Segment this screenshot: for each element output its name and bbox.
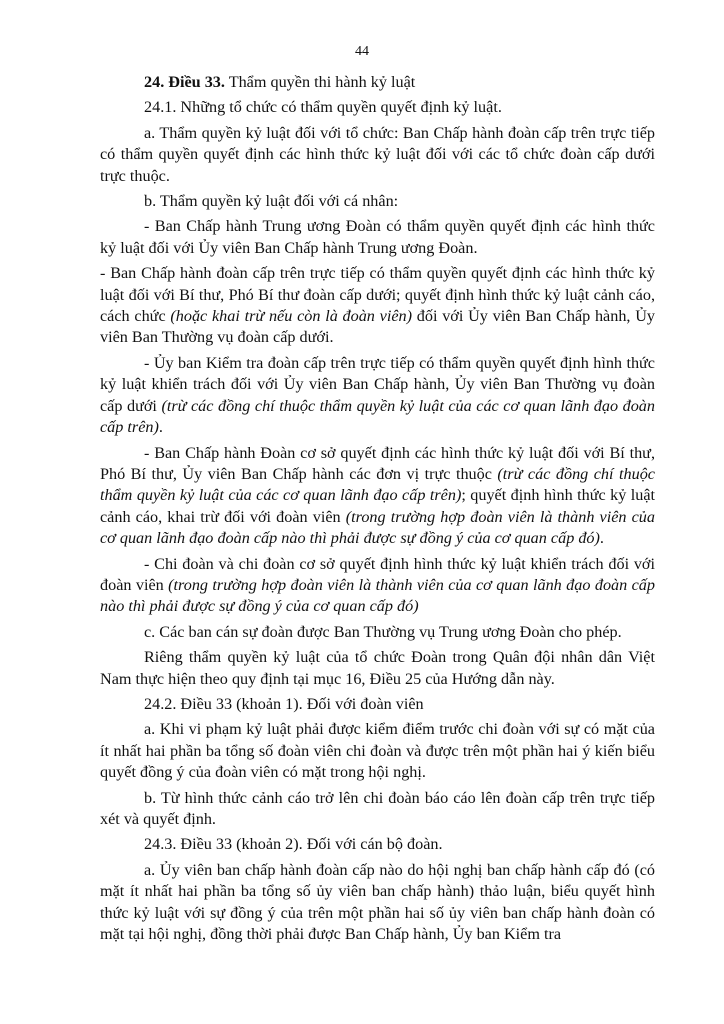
paragraph-army: Riêng thẩm quyền kỷ luật của tổ chức Đoàn trong Quân đội nhân dân Việt Nam thực hiện theo quy định tại mục 16, Điều 25 của Hướng dẫn này.: [100, 648, 655, 688]
paragraph-org-authority: a. Thẩm quyền kỷ luật đối với tổ chức: Ban Chấp hành đoàn cấp trên trực tiếp có thẩm quyền quyết định các hình thức kỷ luật đối với các tổ chức đoàn cấp dưới trực thuộc.: [100, 123, 655, 185]
item-central-committee: - Ban Chấp hành Trung ương Đoàn có thẩm quyền quyết định các hình thức kỷ luật đối với Ủy viên Ban Chấp hành Trung ương Đoàn.: [100, 217, 655, 257]
page-number: 44: [355, 44, 369, 59]
paragraph-24-3-a: a. Ủy viên ban chấp hành đoàn cấp nào do hội nghị ban chấp hành cấp đó (có mặt ít nhất hai phần ba tổng số ủy viên ban chấp hành) thảo luận, biểu quyết hình thức kỷ luật với sự đồng ý của trên một phần hai số ủy viên ban chấp hành đoàn có mặt tại hội nghị, đồng thời phải được Ban Chấp hành, Ủy ban Kiểm tra: [100, 860, 655, 944]
item-inspection-committee: - Ủy ban Kiểm tra đoàn cấp trên trực tiếp có thẩm quyền quyết định hình thức kỷ luật khiển trách đối với Ủy viên Ban Chấp hành, Ủy viên Ban Thường vụ đoàn cấp dưới (trừ các đồng chí thuộc thẩm quyền kỷ luật của các cơ quan lãnh đạo đoàn cấp trên).: [100, 353, 655, 437]
paragraph-c: c. Các ban cán sự đoàn được Ban Thường vụ Trung ương Đoàn cho phép.: [144, 622, 622, 641]
item-upper-level-committee: - Ban Chấp hành đoàn cấp trên trực tiếp có thẩm quyền quyết định các hình thức kỷ luật đối với Bí thư, Phó Bí thư đoàn cấp dưới; quyết định hình thức kỷ luật cảnh cáo, cách chức (hoặc khai trừ nếu còn là đoàn viên) đối với Ủy viên Ban Chấp hành, Ủy viên Ban Thường vụ đoàn cấp dưới.: [100, 264, 656, 347]
document-body: [100, 72, 655, 949]
paragraph-24-2-a: a. Khi vi phạm kỷ luật phải được kiểm điểm trước chi đoàn với sự có mặt của ít nhất hai phần ba tổng số đoàn viên chi đoàn và được trên một phần hai ý kiến biểu quyết đồng ý của đoàn viên có mặt trong hội nghị.: [100, 720, 655, 782]
item-grassroots-committee: - Ban Chấp hành Đoàn cơ sở quyết định các hình thức kỷ luật đối với Bí thư, Phó Bí thư, Ủy viên Ban Chấp hành các đơn vị trực thuộc (trừ các đồng chí thuộc thẩm quyền kỷ luật của các cơ quan lãnh đạo cấp trên); quyết định hình thức kỷ luật cảnh cáo, khai trừ đối với đoàn viên (trong trường hợp đoàn viên là thành viên của cơ quan lãnh đạo đoàn cấp nào thì phải được sự đồng ý của cơ quan cấp đó).: [100, 443, 656, 548]
subsection-24-1: 24.1. Những tổ chức có thẩm quyền quyết định kỷ luật.: [144, 98, 502, 117]
heading-title: Thẩm quyền thi hành kỷ luật: [224, 73, 416, 91]
section-heading: [100, 72, 655, 93]
paragraph-individual-authority: b. Thẩm quyền kỷ luật đối với cá nhân:: [144, 192, 399, 211]
paragraph-24-2-b: b. Từ hình thức cảnh cáo trở lên chi đoàn báo cáo lên đoàn cấp trên trực tiếp xét và quyết định.: [100, 788, 655, 828]
subsection-24-3: 24.3. Điều 33 (khoản 2). Đối với cán bộ đoàn.: [144, 835, 443, 854]
subsection-24-2: 24.2. Điều 33 (khoản 1). Đối với đoàn viên: [144, 694, 424, 713]
heading-number: 24. Điều 33.: [144, 73, 225, 91]
item-branch: - Chi đoàn và chi đoàn cơ sở quyết định hình thức kỷ luật khiển trách đối với đoàn viên (trong trường hợp đoàn viên là thành viên của cơ quan lãnh đạo đoàn cấp nào thì phải được sự đồng ý của cơ quan cấp đó): [100, 554, 655, 616]
